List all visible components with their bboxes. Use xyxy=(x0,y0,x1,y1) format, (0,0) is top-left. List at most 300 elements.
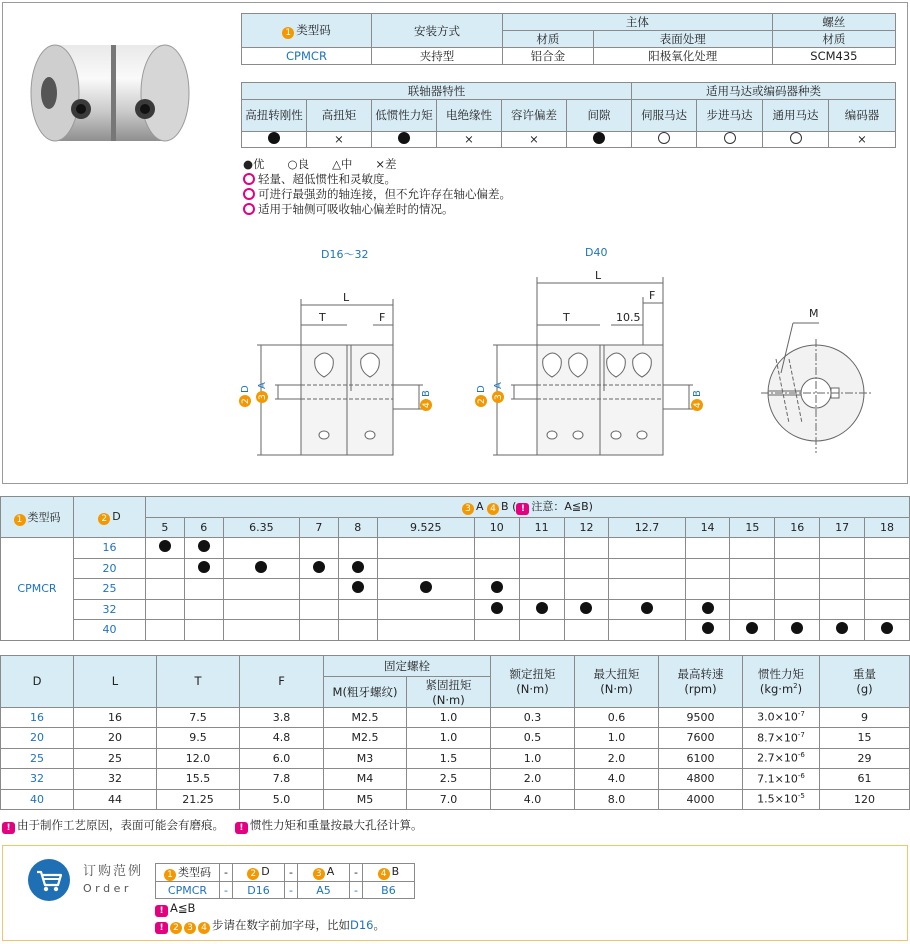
bore-cell xyxy=(519,599,564,620)
dimension-cell: 0.5 xyxy=(491,728,575,749)
filled-dot-icon xyxy=(881,622,893,634)
dimension-cell: 1.0 xyxy=(407,728,491,749)
bore-cell xyxy=(564,579,609,600)
bore-cell xyxy=(519,579,564,600)
bore-cell xyxy=(223,538,299,559)
bore-cell xyxy=(730,558,775,579)
bore-size-header: 6 xyxy=(184,517,223,538)
bore-cell xyxy=(820,599,865,620)
dimension-cell: 2.5 xyxy=(407,769,491,790)
bore-cell xyxy=(146,620,185,641)
dim-badge-4-left: 4 xyxy=(422,402,432,408)
badge-4: 4 xyxy=(198,922,210,934)
dimension-cell: M3 xyxy=(324,748,407,769)
bore-cell xyxy=(299,599,338,620)
bore-row xyxy=(1,579,910,600)
dimension-cell: 32 xyxy=(1,769,74,790)
bore-cell xyxy=(338,538,377,559)
dim-badge-3-left: 3 xyxy=(258,394,268,400)
bore-cell xyxy=(775,538,820,559)
order-subtitle: O r d e r xyxy=(83,882,129,895)
dim-f-header: F xyxy=(240,656,324,708)
order-type-value: CPMCR xyxy=(156,882,220,899)
circle-icon xyxy=(790,132,802,144)
order-d-label: 2 D xyxy=(232,864,284,882)
bore-ab-header: 3 A 4 B ( ! 注意：A≦B) xyxy=(146,497,910,518)
bore-cell xyxy=(377,538,474,559)
dimension-cell: 4000 xyxy=(659,789,743,810)
install-value: 夹持型 xyxy=(372,48,503,65)
product-panel xyxy=(2,2,908,484)
dimension-cell: 120 xyxy=(820,789,910,810)
order-d-value: D16 xyxy=(232,882,284,899)
bore-cell xyxy=(564,558,609,579)
filled-dot-icon xyxy=(491,602,503,614)
bore-cell xyxy=(474,620,519,641)
bore-cell xyxy=(223,599,299,620)
body-header: 主体 xyxy=(503,14,773,31)
badge-1: 1 xyxy=(14,514,26,526)
filled-dot-icon xyxy=(791,622,803,634)
bore-cell xyxy=(377,558,474,579)
feature-header: 电绝缘性 xyxy=(437,100,502,132)
feature-header: 低惯性力矩 xyxy=(372,100,437,132)
circle-icon xyxy=(724,132,736,144)
bore-row xyxy=(1,558,910,579)
bore-cell xyxy=(865,599,910,620)
dimension-cell: 1.0 xyxy=(575,728,659,749)
max-speed-header: 最高转速 (rpm) xyxy=(659,656,743,708)
bore-size-header: 5 xyxy=(146,517,185,538)
bore-cell xyxy=(184,538,223,559)
legend-symbols: ●优 ○良 △中 ×差 xyxy=(243,157,397,171)
bore-cell xyxy=(730,599,775,620)
dimension-cell: 4.8 xyxy=(240,728,324,749)
bore-cell xyxy=(474,538,519,559)
dimension-cell: $3.0\times 10^{-7}$ xyxy=(743,707,820,728)
order-dash: - xyxy=(284,882,297,899)
bore-size-header: 16 xyxy=(775,517,820,538)
bore-cell xyxy=(730,538,775,559)
circle-o-icon xyxy=(243,203,255,215)
bore-cell xyxy=(685,538,730,559)
bore-cell xyxy=(609,538,685,559)
order-dash: - xyxy=(349,864,362,882)
dimension-cell: 6.0 xyxy=(240,748,324,769)
dimension-cell: 9 xyxy=(820,707,910,728)
badge-3: 3 xyxy=(313,868,325,880)
bore-type-value: CPMCR xyxy=(1,538,74,641)
filled-dot-icon xyxy=(420,581,432,593)
dim-F-left: F xyxy=(379,311,386,324)
diagram-title-right: D40 xyxy=(585,246,608,259)
bore-d-value: 16 xyxy=(74,538,146,559)
dim-l-header: L xyxy=(74,656,157,708)
dimension-cell: 0.6 xyxy=(575,707,659,728)
legend-line-3: 适用于轴侧可吸收轴心偏差时的情况。 xyxy=(243,202,511,217)
screw-header: 螺丝 xyxy=(772,14,895,31)
feature-value: × xyxy=(307,132,372,148)
bore-size-header: 12 xyxy=(564,517,609,538)
order-type-label: 1 类型码 xyxy=(156,864,220,882)
dimension-cell: 6100 xyxy=(659,748,743,769)
warning-icon: ! xyxy=(516,503,529,515)
bore-cell xyxy=(820,620,865,641)
dim-B-right: B xyxy=(692,390,703,397)
dimension-cell: 61 xyxy=(820,769,910,790)
material-header: 材质 xyxy=(503,31,594,48)
feature-value: × xyxy=(502,132,567,148)
bore-cell xyxy=(519,620,564,641)
dimension-cell: 15 xyxy=(820,728,910,749)
bore-size-header: 15 xyxy=(730,517,775,538)
dimension-cell: 9.5 xyxy=(157,728,240,749)
bore-cell xyxy=(865,538,910,559)
dim-badge-4-right: 4 xyxy=(693,402,703,408)
filled-dot-icon xyxy=(255,561,267,573)
dimension-row xyxy=(1,769,910,790)
bore-cell xyxy=(474,579,519,600)
dimension-cell: 25 xyxy=(1,748,74,769)
dimension-cell: 16 xyxy=(74,707,157,728)
circle-o-icon xyxy=(243,173,255,185)
bore-size-header: 11 xyxy=(519,517,564,538)
bore-cell xyxy=(299,620,338,641)
warning-icon: ! xyxy=(155,905,168,917)
bore-cell xyxy=(609,599,685,620)
bore-cell xyxy=(564,538,609,559)
dim-L-right: L xyxy=(595,269,602,282)
bore-cell xyxy=(564,599,609,620)
dimension-cell: 40 xyxy=(1,789,74,810)
dim-A-left: A xyxy=(257,382,268,389)
badge-3: 3 xyxy=(184,922,196,934)
dimension-cell: 1.5 xyxy=(407,748,491,769)
type-code-value: CPMCR xyxy=(242,48,372,65)
note-1: 由于制作工艺原因，表面可能会有磨痕。 xyxy=(17,818,224,832)
surface-header: 表面处理 xyxy=(593,31,772,48)
bore-cell xyxy=(146,579,185,600)
feature-value: × xyxy=(829,132,896,148)
badge-3: 3 xyxy=(462,503,474,515)
order-a-value: A5 xyxy=(297,882,349,899)
spec-table xyxy=(241,13,896,65)
badge-4: 4 xyxy=(487,503,499,515)
bore-cell xyxy=(377,579,474,600)
bore-size-header: 7 xyxy=(299,517,338,538)
bore-cell xyxy=(775,558,820,579)
screw-m-header: M(粗牙螺纹) xyxy=(324,676,407,707)
coupling-features-header: 联轴器特性 xyxy=(242,83,632,100)
dim-badge-2-left: 2 xyxy=(241,398,251,404)
filled-dot-icon xyxy=(268,132,280,144)
notes xyxy=(2,817,422,834)
order-dash: - xyxy=(349,882,362,899)
filled-dot-icon xyxy=(491,581,503,593)
dimension-cell: 25 xyxy=(74,748,157,769)
dim-badge-3-right: 3 xyxy=(494,394,504,400)
feature-value xyxy=(242,132,307,148)
dimension-cell: 7.8 xyxy=(240,769,324,790)
feature-value: × xyxy=(437,132,502,148)
dimension-cell: M5 xyxy=(324,789,407,810)
dim-L-left: L xyxy=(343,291,350,304)
bore-cell xyxy=(685,599,730,620)
order-a-label: 3 A xyxy=(297,864,349,882)
inertia-header: 惯性力矩 $(kg\cdot m^2)$ xyxy=(743,656,820,708)
bore-cell xyxy=(299,579,338,600)
filled-dot-icon xyxy=(536,602,548,614)
bore-cell xyxy=(299,538,338,559)
dim-T-left: T xyxy=(319,311,326,324)
dimension-cell: 29 xyxy=(820,748,910,769)
dimension-row xyxy=(1,707,910,728)
bore-d-value: 25 xyxy=(74,579,146,600)
circle-o-icon xyxy=(243,188,255,200)
motor-types-header: 适用马达或编码器种类 xyxy=(632,83,896,100)
badge-1: 1 xyxy=(282,27,294,39)
material-value: 铝合金 xyxy=(503,48,594,65)
warning-icon: ! xyxy=(155,922,168,934)
filled-dot-icon xyxy=(352,581,364,593)
type-code-header: 1 类型码 xyxy=(242,14,372,48)
dimension-cell: 1.0 xyxy=(407,707,491,728)
order-b-value: B6 xyxy=(362,882,414,899)
dimension-cell: 7600 xyxy=(659,728,743,749)
feature-header: 高扭转刚性 xyxy=(242,100,307,132)
bore-cell xyxy=(184,599,223,620)
dimension-cell: 5.0 xyxy=(240,789,324,810)
dimension-row xyxy=(1,728,910,749)
order-note-1: ! A≦B xyxy=(155,901,195,917)
bore-cell xyxy=(519,538,564,559)
surface-value: 阳极氧化处理 xyxy=(593,48,772,65)
coupling-photo xyxy=(19,31,234,161)
dimension-cell: 8.0 xyxy=(575,789,659,810)
feature-value xyxy=(697,132,763,148)
warning-icon: ! xyxy=(2,822,15,834)
dimension-cell: 12.0 xyxy=(157,748,240,769)
bore-cell xyxy=(820,579,865,600)
bore-size-header: 17 xyxy=(820,517,865,538)
filled-dot-icon xyxy=(313,561,325,573)
bore-d-header: 2 D xyxy=(74,497,146,538)
dimension-cell: 2.0 xyxy=(575,748,659,769)
bore-cell xyxy=(685,558,730,579)
bore-cell xyxy=(338,579,377,600)
bore-row xyxy=(1,538,910,559)
bore-cell xyxy=(685,620,730,641)
dim-M: M xyxy=(809,307,819,320)
bore-cell xyxy=(820,558,865,579)
filled-dot-icon xyxy=(593,132,605,144)
bore-size-header: 14 xyxy=(685,517,730,538)
circle-icon xyxy=(658,132,670,144)
warning-icon: ! xyxy=(235,822,248,834)
order-table xyxy=(155,863,415,899)
filled-dot-icon xyxy=(352,561,364,573)
bore-cell xyxy=(865,558,910,579)
filled-dot-icon xyxy=(702,622,714,634)
bore-cell xyxy=(377,599,474,620)
dimension-cell: 20 xyxy=(74,728,157,749)
filled-dot-icon xyxy=(702,602,714,614)
dimension-cell: 21.25 xyxy=(157,789,240,810)
tightening-torque-header: 紧固扭矩 (N·m) xyxy=(407,676,491,707)
bore-cell xyxy=(377,620,474,641)
dimension-row xyxy=(1,748,910,769)
feature-header: 步进马达 xyxy=(697,100,763,132)
dimension-cell: $8.7\times 10^{-7}$ xyxy=(743,728,820,749)
filled-dot-icon xyxy=(159,540,171,552)
features-table xyxy=(241,82,896,148)
bore-cell xyxy=(223,620,299,641)
bore-cell xyxy=(820,538,865,559)
bore-cell xyxy=(775,599,820,620)
dimension-cell: 4800 xyxy=(659,769,743,790)
bore-cell xyxy=(146,538,185,559)
bore-cell xyxy=(474,558,519,579)
feature-header: 容许偏差 xyxy=(502,100,567,132)
dim-A-right: A xyxy=(493,382,504,389)
dimension-cell: M2.5 xyxy=(324,707,407,728)
badge-4: 4 xyxy=(378,868,390,880)
feature-value xyxy=(632,132,697,148)
legend-line-2: 可进行最强劲的轴连接，但不允许存在轴心偏差。 xyxy=(243,187,511,202)
bore-cell xyxy=(184,558,223,579)
bore-cell xyxy=(865,579,910,600)
filled-dot-icon xyxy=(641,602,653,614)
dimension-cell: M2.5 xyxy=(324,728,407,749)
dimension-cell: $2.7\times 10^{-6}$ xyxy=(743,748,820,769)
feature-value xyxy=(763,132,829,148)
dim-D-left: D xyxy=(240,385,251,393)
dimension-cell: 44 xyxy=(74,789,157,810)
rated-torque-header: 额定扭矩 (N·m) xyxy=(491,656,575,708)
bore-size-header: 6.35 xyxy=(223,517,299,538)
bore-cell xyxy=(775,579,820,600)
screw-material-value: SCM435 xyxy=(772,48,895,65)
fixing-screw-header: 固定螺栓 xyxy=(324,656,491,677)
bore-cell xyxy=(184,579,223,600)
dimension-cell: 9500 xyxy=(659,707,743,728)
dimension-cell: 15.5 xyxy=(157,769,240,790)
dimension-cell: 3.8 xyxy=(240,707,324,728)
filled-dot-icon xyxy=(198,540,210,552)
badge-1: 1 xyxy=(164,869,176,881)
bore-size-header: 18 xyxy=(865,517,910,538)
feature-header: 间隙 xyxy=(567,100,632,132)
feature-header: 高扭矩 xyxy=(307,100,372,132)
bore-cell xyxy=(474,599,519,620)
bore-d-value: 20 xyxy=(74,558,146,579)
bore-size-header: 12.7 xyxy=(609,517,685,538)
bore-row xyxy=(1,599,910,620)
order-b-label: 4 B xyxy=(362,864,414,882)
dim-10-5: 10.5 xyxy=(616,311,641,324)
bore-cell xyxy=(184,620,223,641)
dimension-cell: 7.5 xyxy=(157,707,240,728)
order-dash: - xyxy=(220,882,233,899)
diagram-title-left: D16～32 xyxy=(321,248,369,261)
screw-material-header: 材质 xyxy=(772,31,895,48)
max-torque-header: 最大扭矩 (N·m) xyxy=(575,656,659,708)
bore-cell xyxy=(223,579,299,600)
bore-size-header: 10 xyxy=(474,517,519,538)
bore-size-header: 8 xyxy=(338,517,377,538)
feature-value xyxy=(567,132,632,148)
bore-cell xyxy=(685,579,730,600)
dimension-cell: 1.0 xyxy=(491,748,575,769)
dimension-table xyxy=(0,655,910,810)
bore-cell xyxy=(519,558,564,579)
bore-row xyxy=(1,620,910,641)
feature-value xyxy=(372,132,437,148)
bore-cell xyxy=(223,558,299,579)
filled-dot-icon xyxy=(398,132,410,144)
feature-header: 编码器 xyxy=(829,100,896,132)
bore-cell xyxy=(609,620,685,641)
dimension-cell: $7.1\times 10^{-6}$ xyxy=(743,769,820,790)
cart-icon xyxy=(27,858,71,902)
order-dash: - xyxy=(284,864,297,882)
install-header: 安装方式 xyxy=(372,14,503,48)
dim-B-left: B xyxy=(421,390,432,397)
dimension-cell: 4.0 xyxy=(491,789,575,810)
feature-header: 伺服马达 xyxy=(632,100,697,132)
dimension-cell: 0.3 xyxy=(491,707,575,728)
bore-cell xyxy=(338,599,377,620)
dimension-cell: 2.0 xyxy=(491,769,575,790)
bore-cell xyxy=(609,579,685,600)
dimension-row xyxy=(1,789,910,810)
bore-cell xyxy=(775,620,820,641)
filled-dot-icon xyxy=(746,622,758,634)
bore-cell xyxy=(338,558,377,579)
weight-header: 重量 (g) xyxy=(820,656,910,708)
legend-line-1: 轻量、超低惯性和灵敏度。 xyxy=(243,172,511,187)
bore-d-value: 40 xyxy=(74,620,146,641)
note-2: 惯性力矩和重量按最大孔径计算。 xyxy=(249,818,423,832)
legend xyxy=(243,157,511,217)
bore-d-value: 32 xyxy=(74,599,146,620)
dimension-cell: $1.5\times 10^{-5}$ xyxy=(743,789,820,810)
dim-T-right: T xyxy=(563,311,570,324)
dimension-drawing xyxy=(233,263,903,463)
badge-2: 2 xyxy=(247,868,259,880)
bore-cell xyxy=(146,558,185,579)
dim-d-header: D xyxy=(1,656,74,708)
bore-cell xyxy=(299,558,338,579)
order-note-2: ! 2 3 4 步请在数字前加字母，比如D16。 xyxy=(155,917,385,934)
badge-2: 2 xyxy=(170,922,182,934)
dim-t-header: T xyxy=(157,656,240,708)
order-dash: - xyxy=(220,864,233,882)
bore-cell xyxy=(564,620,609,641)
dimension-cell: 7.0 xyxy=(407,789,491,810)
feature-header: 通用马达 xyxy=(763,100,829,132)
bore-type-header: 1 类型码 xyxy=(1,497,74,538)
dimension-cell: 32 xyxy=(74,769,157,790)
bore-cell xyxy=(865,620,910,641)
dimension-cell: 4.0 xyxy=(575,769,659,790)
dim-badge-2-right: 2 xyxy=(477,398,487,404)
dim-F-right: F xyxy=(649,289,656,302)
bore-cell xyxy=(146,599,185,620)
badge-2: 2 xyxy=(98,513,110,525)
bore-cell xyxy=(338,620,377,641)
filled-dot-icon xyxy=(580,602,592,614)
